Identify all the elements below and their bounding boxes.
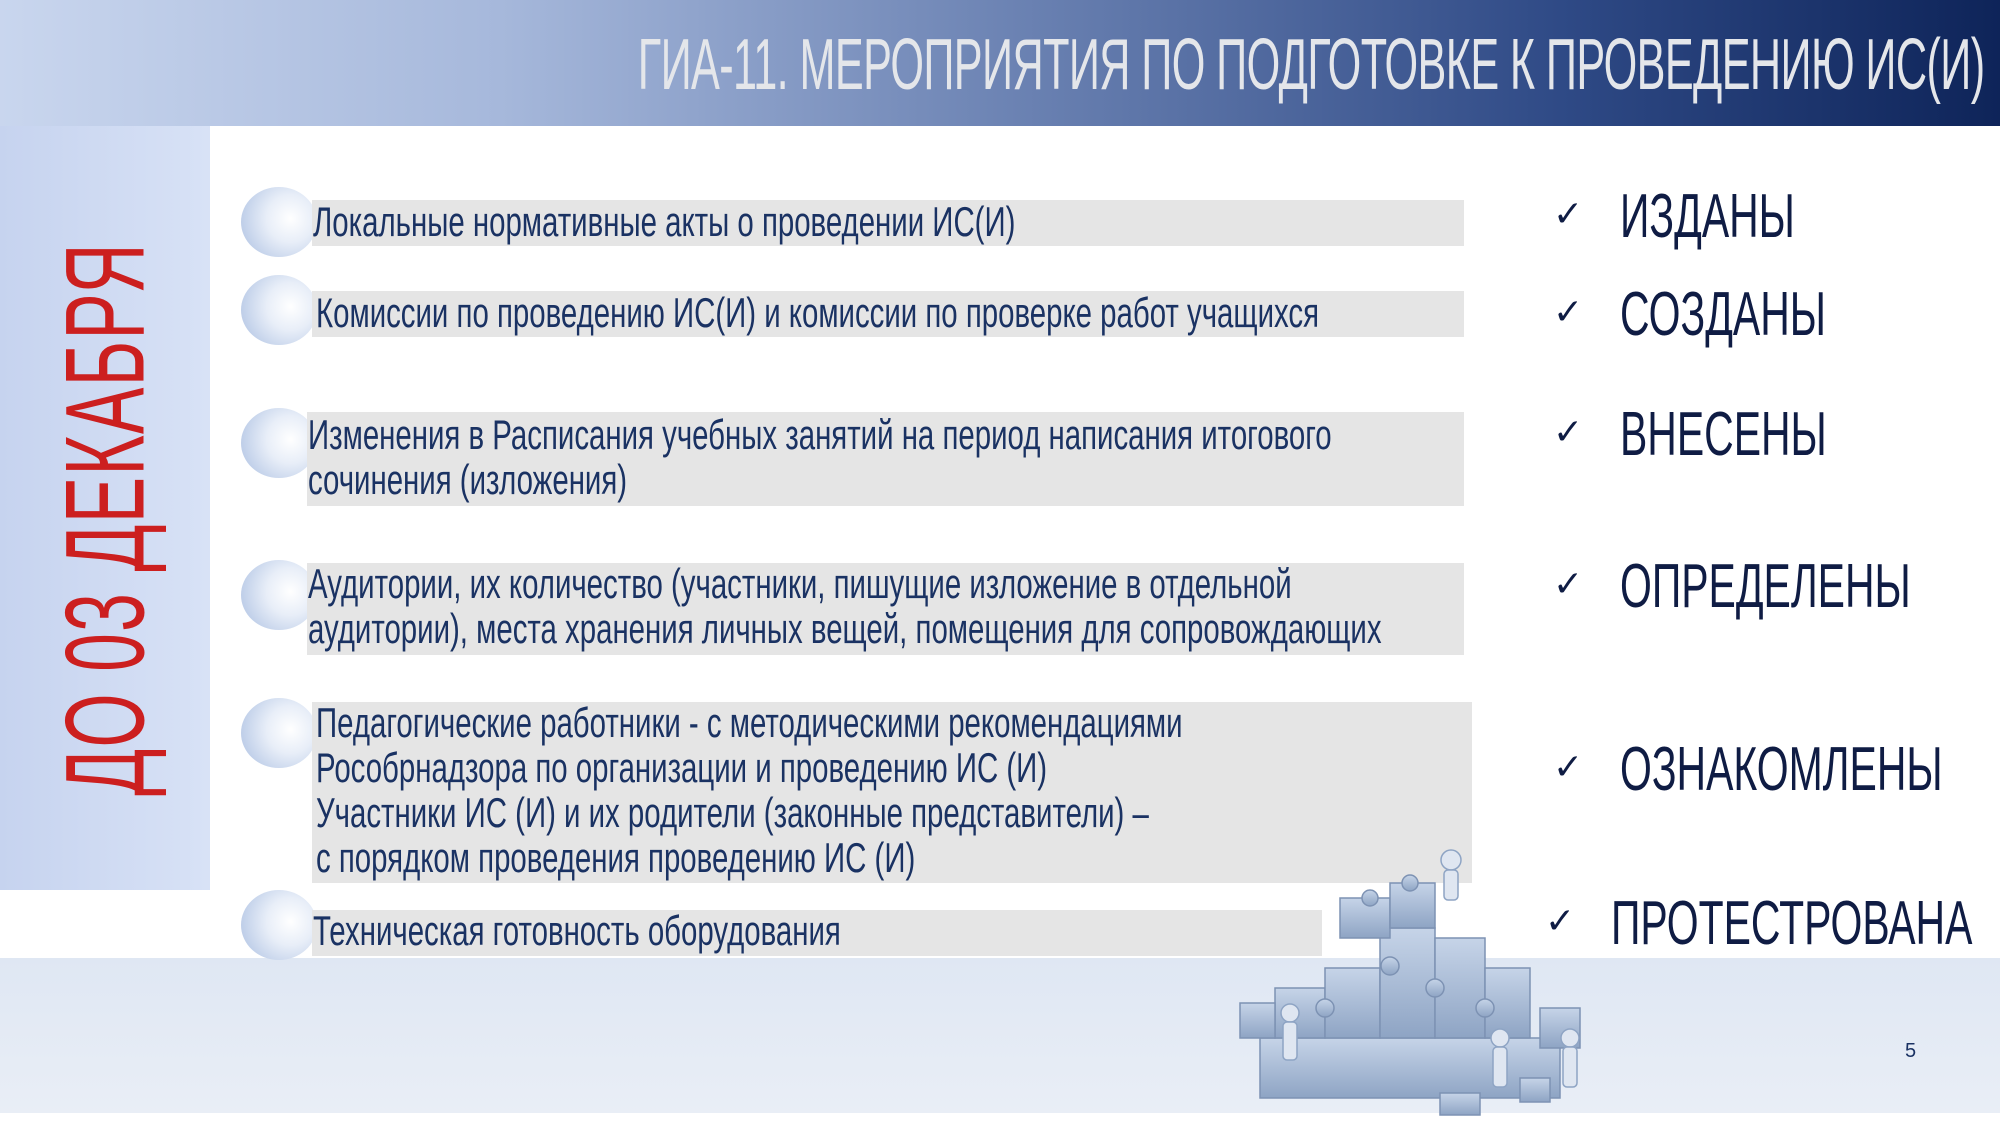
- puzzle-people-illustration: [1210, 838, 1610, 1125]
- row-text: [316, 290, 1319, 335]
- status-label: ОЗНАКОМЛЕНЫ: [1620, 735, 1943, 804]
- row-text-line: сочинения (изложения): [308, 456, 628, 503]
- deadline-label: [42, 242, 168, 796]
- row-text-line: Локальные нормативные акты о проведении ИС(И): [313, 198, 1016, 245]
- row-text-line: аудитории), места хранения личных вещей, помещения для сопровождающих: [308, 605, 1382, 652]
- row-text-line: Аудитории, их количество (участники, пишущие изложение в отдельной: [308, 560, 1292, 607]
- row-text-line: Комиссии по проведению ИС(И) и комиссии по проверке работ учащихся: [316, 289, 1320, 336]
- row-text: [316, 700, 1183, 880]
- check-icon: ✓: [1553, 194, 1584, 235]
- row-text: [308, 412, 1332, 502]
- row-text-line: Участники ИС (И) и их родители (законные представители) –: [316, 789, 1149, 836]
- circle-bullet-icon: [241, 698, 317, 768]
- deadline-text: ДО 03 ДЕКАБРЯ: [42, 242, 168, 796]
- row-text-line: с порядком проведения проведению ИС (И): [316, 834, 916, 881]
- check-icon: ✓: [1553, 747, 1584, 788]
- header-banner: [0, 0, 2000, 126]
- circle-bullet-icon: [241, 187, 317, 257]
- status-label: СОЗДАНЫ: [1620, 280, 1826, 349]
- slide-title: ГИА-11. МЕРОПРИЯТИЯ ПО ПОДГОТОВКЕ К ПРОВЕДЕНИЮ ИС(И): [637, 25, 1984, 105]
- row-text-line: Рособрнадзора по организации и проведению ИС (И): [316, 744, 1048, 791]
- check-icon: ✓: [1553, 564, 1584, 605]
- row-text: [313, 908, 841, 953]
- status-label: ПРОТЕСТРОВАНА: [1611, 889, 1973, 958]
- row-text: [313, 199, 1015, 244]
- status-label: ОПРЕДЕЛЕНЫ: [1620, 552, 1911, 621]
- check-icon: ✓: [1545, 901, 1576, 942]
- circle-bullet-icon: [241, 890, 317, 960]
- circle-bullet-icon: [241, 408, 317, 478]
- circle-bullet-icon: [241, 560, 317, 630]
- status-label: ВНЕСЕНЫ: [1620, 400, 1827, 469]
- row-text-line: Техническая готовность оборудования: [313, 907, 841, 954]
- status-label: ИЗДАНЫ: [1620, 182, 1795, 251]
- row-text-line: Изменения в Расписания учебных занятий на период написания итогового: [308, 411, 1332, 458]
- row-text: [308, 561, 1382, 651]
- bottom-band: [0, 958, 2000, 1113]
- circle-bullet-icon: [241, 275, 317, 345]
- row-text-line: Педагогические работники - с методическими рекомендациями: [316, 699, 1183, 746]
- check-icon: ✓: [1553, 412, 1584, 453]
- check-icon: ✓: [1553, 292, 1584, 333]
- page-number: 5: [1905, 1040, 1917, 1062]
